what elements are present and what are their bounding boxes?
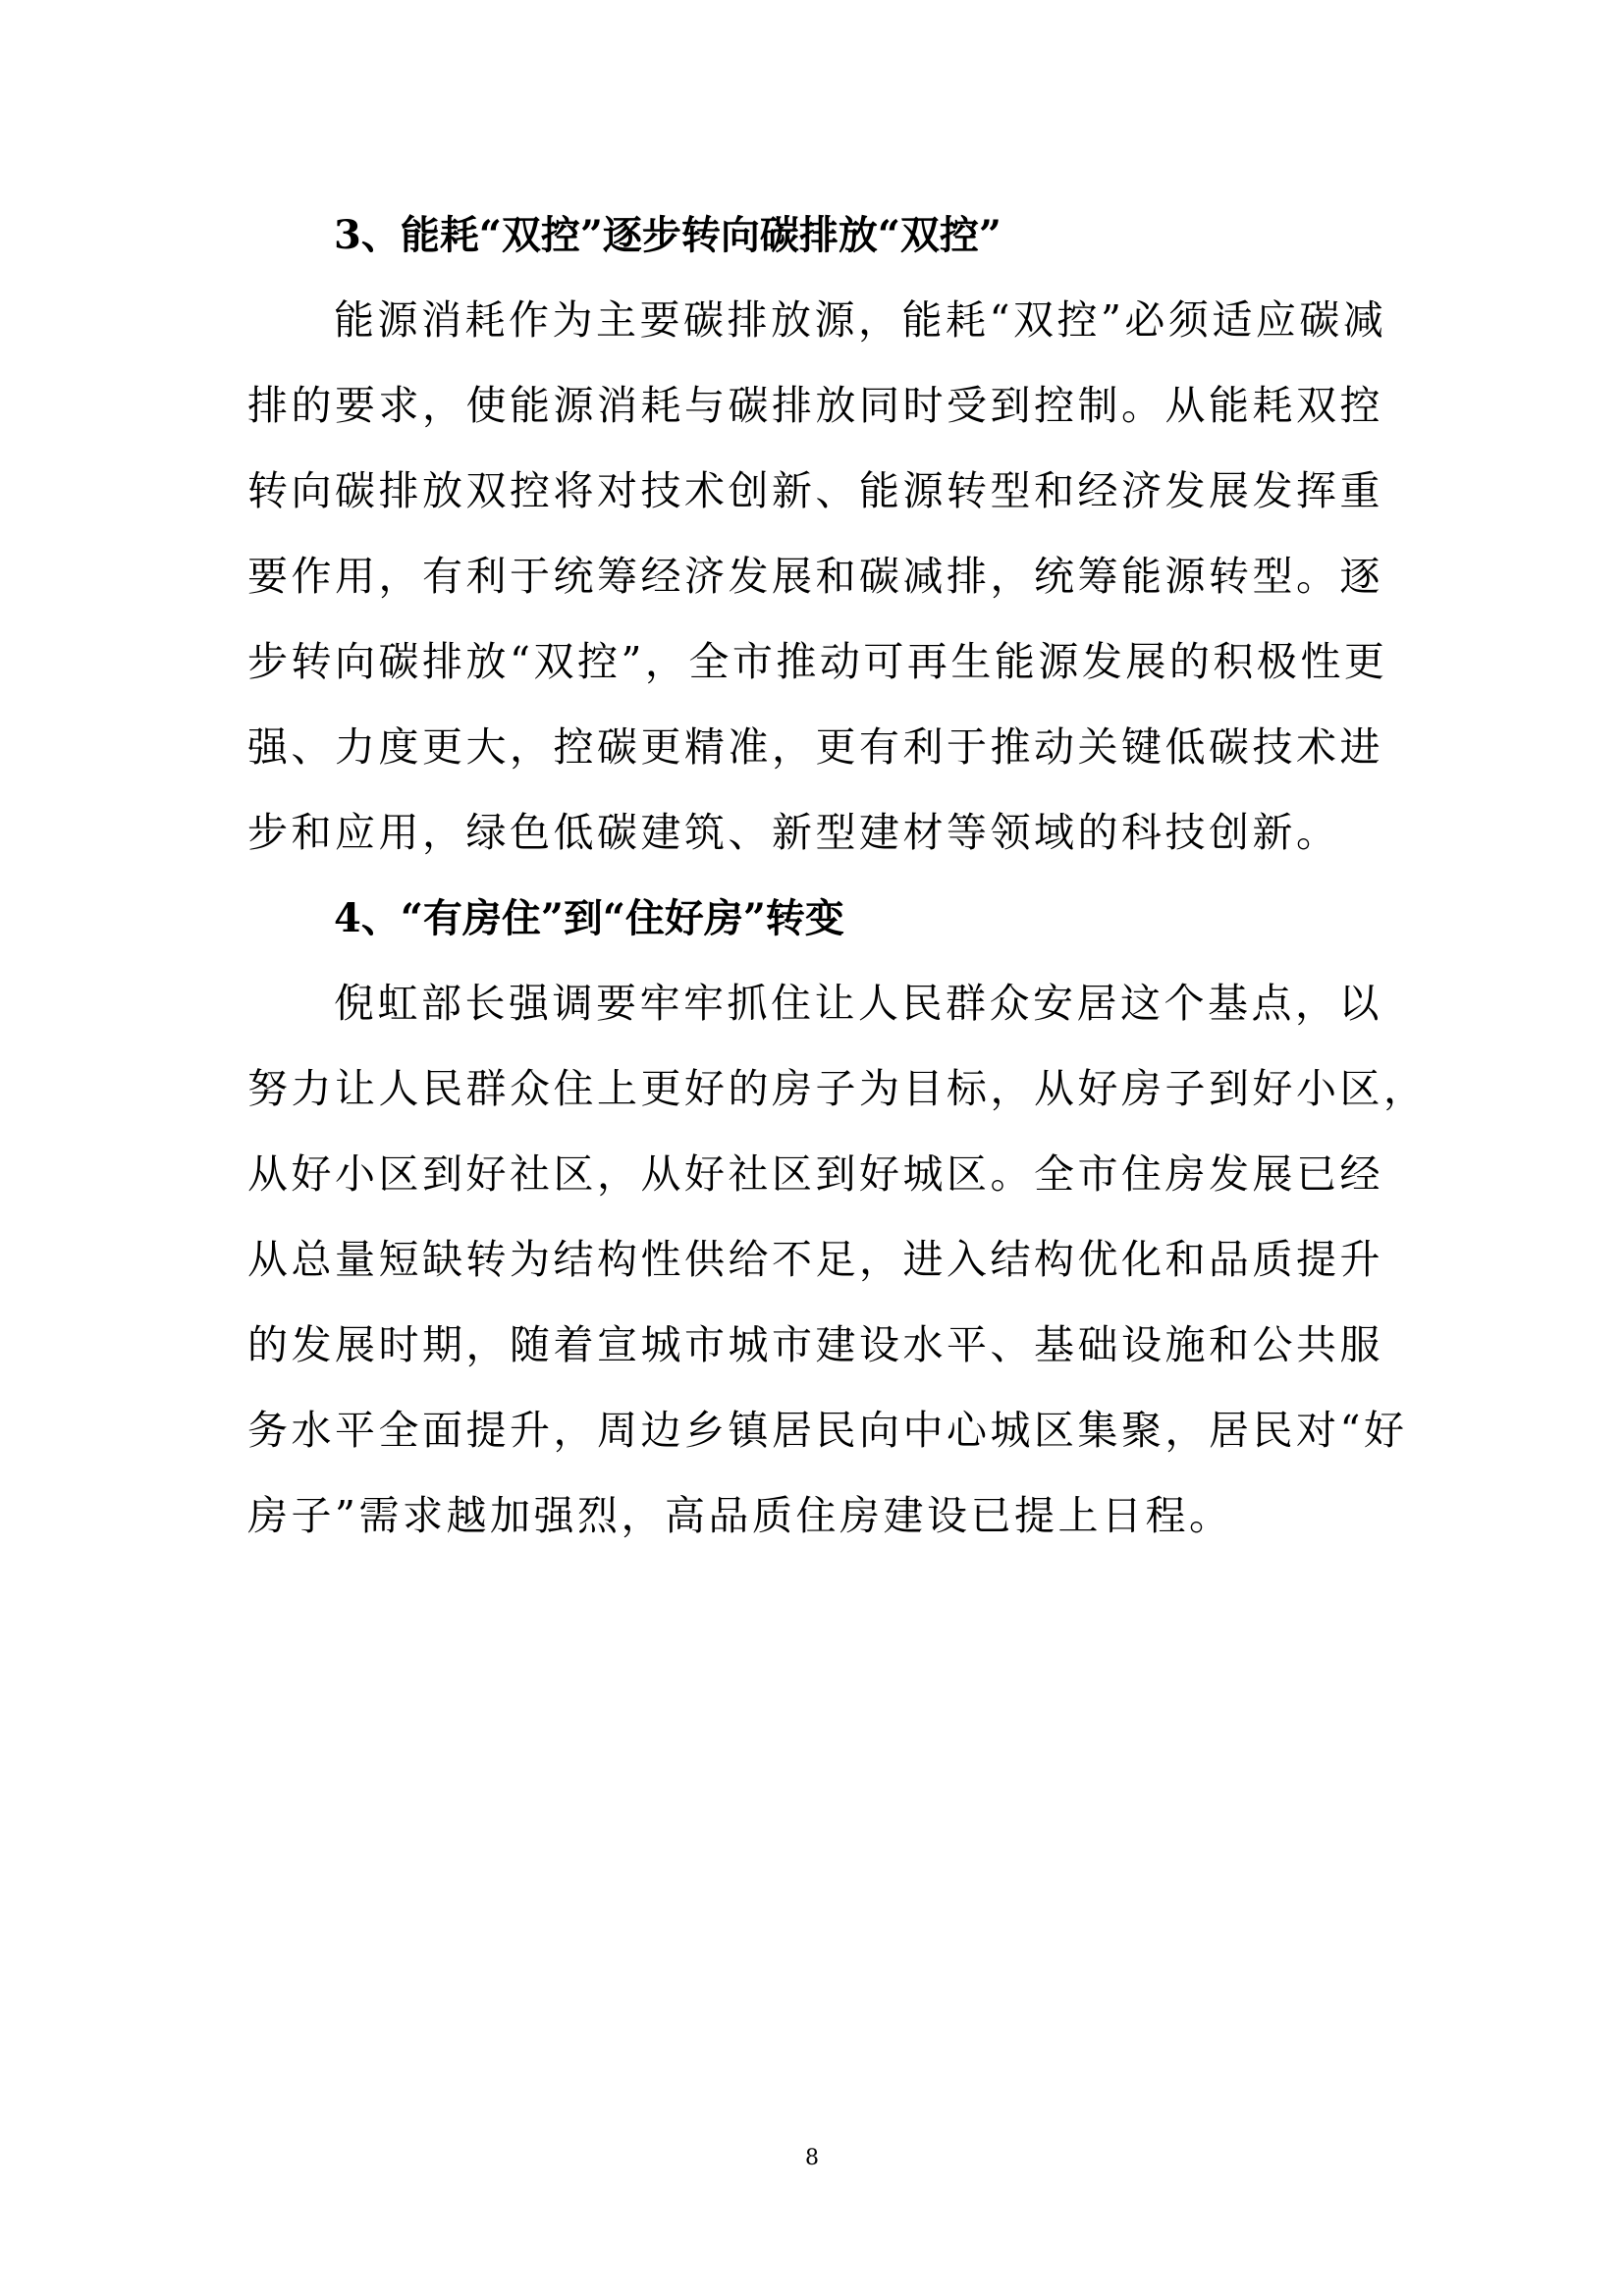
- paragraph-line: 从好小区到好社区，从好社区到好城区。全市住房发展已经: [247, 1150, 1383, 1198]
- paragraph-line: 努力让人民群众住上更好的房子为目标，从好房子到好小区，: [247, 1065, 1428, 1112]
- paragraph-line: 强、力度更大，控碳更精准，更有利于推动关键低碳技术进: [247, 723, 1383, 771]
- paragraph-line: 排的要求，使能源消耗与碳排放同时受到控制。从能耗双控: [247, 382, 1383, 429]
- section-paragraph-3: [247, 278, 1426, 876]
- section-heading-4: 4、“有房住”到“住好房”转变: [334, 895, 844, 941]
- section-paragraph-4: [247, 961, 1426, 1559]
- paragraph-line: 的发展时期，随着宣城市城市建设水平、基础设施和公共服: [247, 1321, 1383, 1368]
- page-number: 8: [805, 2146, 819, 2170]
- paragraph-line: 步转向碳排放“双控”，全市推动可再生能源发展的积极性更: [247, 638, 1388, 685]
- paragraph-line: 步和应用，绿色低碳建筑、新型建材等领域的科技创新。: [247, 809, 1340, 856]
- paragraph-line: 务水平全面提升，周边乡镇居民向中心城区集聚，居民对“好: [247, 1407, 1408, 1454]
- document-page: [247, 192, 1426, 1559]
- paragraph-line: 倪虹部长强调要牢牢抓住让人民群众安居这个基点，以: [334, 980, 1382, 1027]
- paragraph-line: 从总量短缺转为结构性供给不足，进入结构优化和品质提升: [247, 1236, 1383, 1283]
- paragraph-line: 房子”需求越加强烈，高品质住房建设已提上日程。: [247, 1492, 1233, 1539]
- paragraph-line: 要作用，有利于统筹经济发展和碳减排，统筹能源转型。逐: [247, 553, 1383, 600]
- paragraph-line: 转向碳排放双控将对技术创新、能源转型和经济发展发挥重: [247, 467, 1383, 514]
- section-heading-3: 3、能耗“双控”逐步转向碳排放“双控”: [334, 212, 1001, 258]
- paragraph-line: 能源消耗作为主要碳排放源，能耗“双控”必须适应碳减: [334, 296, 1387, 344]
